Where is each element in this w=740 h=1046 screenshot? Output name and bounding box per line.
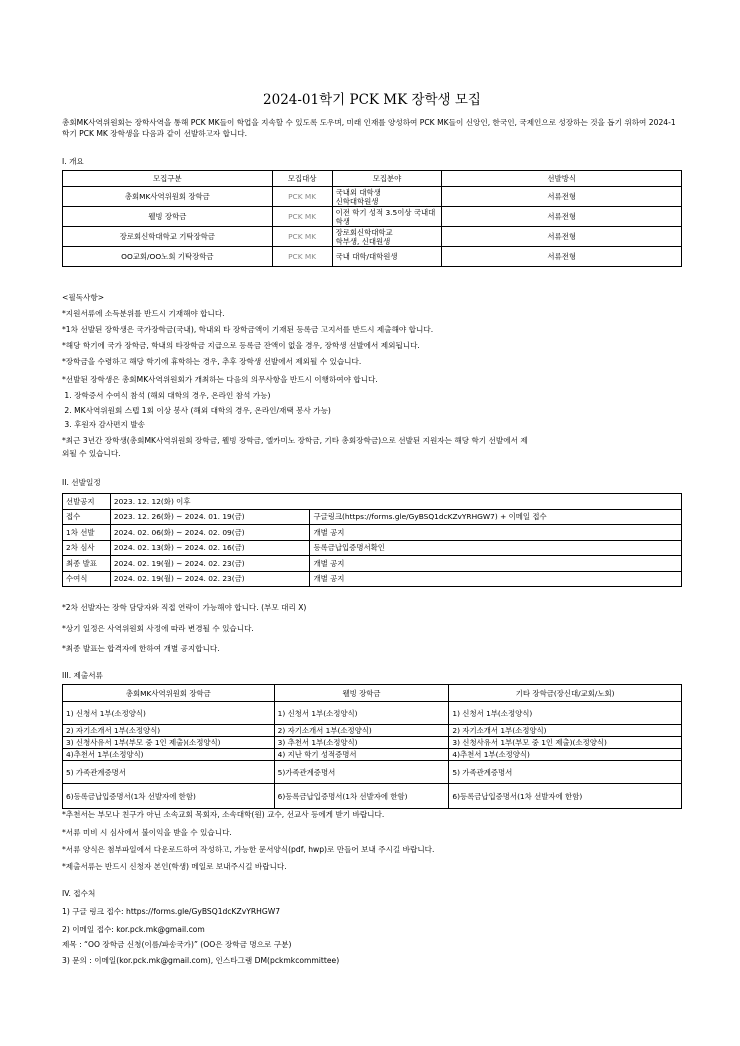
cell: 6)등록금납입증명서(1차 선발자에 한함)	[449, 784, 682, 809]
cell-target: PCK MK	[272, 227, 332, 247]
note-line: *장학금을 수령하고 해당 학기에 휴학하는 경우, 추후 장학생 선발에서 제외될 수 있습니다.	[62, 357, 362, 366]
cell: 5)가족관계증명서	[274, 761, 449, 784]
header-cell: 모집분야	[332, 171, 442, 187]
cell: 5) 가족관계증명서	[63, 761, 275, 784]
cell: 2) 자기소개서 1부(소정양식)	[63, 725, 275, 737]
table-row	[63, 227, 682, 247]
cell-label: 1차 선발	[63, 525, 111, 541]
cell-date: 2024. 02. 06(화) ~ 2024. 02. 09(금)	[110, 525, 310, 541]
header-cell: 웰빙 장학금	[274, 685, 449, 702]
cell-label: 수여식	[63, 571, 111, 587]
cell-method: 서류전형	[442, 207, 682, 227]
cell-method: 서류전형	[442, 247, 682, 267]
table-row	[63, 207, 682, 227]
documents-note: *서류 미비 시 심사에서 불이익을 받을 수 있습니다.	[62, 828, 232, 837]
cell-method: 서류전형	[442, 187, 682, 207]
cell: 4)추천서 1부(소정양식)	[449, 749, 682, 761]
cell: 4)추천서 1부(소정양식)	[63, 749, 275, 761]
cell-field: 국내 대학/대학원생	[332, 247, 442, 267]
note-line: *최근 3년간 장학생(총회MK사역위원회 장학금, 웰빙 장학금, 엘카미노 장학금, 기타 총회장학금)으로 선발된 지원자는 해당 학기 선발에서 제	[62, 436, 528, 445]
table-row	[63, 702, 682, 725]
note-line: 외될 수 있습니다.	[62, 449, 121, 458]
table-row	[63, 525, 682, 541]
cell-target: PCK MK	[272, 187, 332, 207]
cell: 3) 추천서 1부(소정양식)	[274, 737, 449, 749]
cell: 3) 신청사유서 1부(부모 중 1인 제출)(소정양식)	[449, 737, 682, 749]
section-1-heading: I. 개요	[62, 157, 84, 166]
cell: 6)등록금납입증명서(1차 선발자에 한함)	[274, 784, 449, 809]
inquiry-line[interactable]: 3) 문의 : 이메일(kor.pck.mk@gmail.com), 인스타그램 DM(pckmkcommittee)	[62, 956, 340, 965]
cell-label: 선발공지	[63, 494, 111, 510]
cell: 6)등록금납입증명서(1차 선발자에 한함)	[63, 784, 275, 809]
email-line[interactable]: 2) 이메일 접수: kor.pck.mk@gmail.com	[62, 925, 205, 934]
cell-label: 접수	[63, 509, 111, 525]
schedule-note: *2차 선발자는 장학 담당자와 직접 연락이 가능해야 합니다. (부모 대리 X)	[62, 603, 307, 612]
header-cell: 모집대상	[272, 171, 332, 187]
table-row	[63, 509, 682, 525]
cell-note: 개별 공지	[310, 571, 682, 587]
cell-field: 장로회신학대학교 학부생, 신대원생	[332, 227, 442, 247]
section-3-heading: III. 제출서류	[62, 671, 103, 680]
cell-note: 개별 공지	[310, 525, 682, 541]
note-line: *선발된 장학생은 총회MK사역위원회가 개최하는 다음의 의무사항을 반드시 이행하여야 합니다.	[62, 375, 378, 384]
schedule-table	[62, 493, 682, 587]
documents-note: *서류 양식은 첨부파일에서 다운로드하여 작성하고, 가능한 문서양식(pdf, hwp)로 만들어 보내 주시길 바랍니다.	[62, 845, 435, 854]
cell-label: 2차 심사	[63, 540, 111, 556]
cell-name: 웰빙 장학금	[63, 207, 273, 227]
cell-date: 2024. 02. 19(월) ~ 2024. 02. 23(금)	[110, 571, 310, 587]
cell: 1) 신청서 1부(소정양식)	[274, 702, 449, 725]
cell: 2) 자기소개서 1부(소정양식)	[274, 725, 449, 737]
google-link-line[interactable]: 1) 구글 링크 접수: https://forms.gle/GyBSQ1dcKZvYRHGW7	[62, 907, 281, 916]
table-row	[63, 749, 682, 761]
table-row	[63, 725, 682, 737]
cell-note: 개별 공지	[310, 556, 682, 572]
page-title: 2024-01학기 PCK MK 장학생 모집	[263, 92, 481, 108]
table-row	[63, 247, 682, 267]
cell-date: 2023. 12. 12(화) 이후	[110, 494, 681, 510]
cell: 2) 자기소개서 1부(소정양식)	[449, 725, 682, 737]
header-cell: 모집구분	[63, 171, 273, 187]
table-row	[63, 494, 682, 510]
header-cell: 총회MK사역위원회 장학금	[63, 685, 275, 702]
note-line: *해당 학기에 국가 장학금, 학내의 타장학금 지급으로 등록금 잔액이 없을 경우, 장학생 선발에서 제외됩니다.	[62, 341, 420, 350]
note-line: *1차 선발된 장학생은 국가장학금(국내), 학내외 타 장학금액이 기재된 등록금 고지서를 반드시 제출해야 합니다.	[62, 325, 434, 334]
cell: 4) 지난 학기 성적증명서	[274, 749, 449, 761]
documents-table	[62, 684, 682, 809]
header-cell: 선발방식	[442, 171, 682, 187]
cell: 5) 가족관계증명서	[449, 761, 682, 784]
header-cell: 기타 장학금(장신대/교회/노회)	[449, 685, 682, 702]
overview-table	[62, 170, 682, 267]
cell-note: 구글링크(https://forms.gle/GyBSQ1dcKZvYRHGW7) + 이메일 접수	[310, 509, 682, 525]
table-row	[63, 187, 682, 207]
table-header-row	[63, 171, 682, 187]
cell: 3) 신청사유서 1부(부모 중 1인 제출)(소정양식)	[63, 737, 275, 749]
cell-date: 2024. 02. 13(화) ~ 2024. 02. 16(금)	[110, 540, 310, 556]
table-row	[63, 571, 682, 587]
cell: 1) 신청서 1부(소정양식)	[449, 702, 682, 725]
note-line: 1. 장학증서 수여식 참석 (해외 대학의 경우, 온라인 참석 가능)	[62, 391, 271, 400]
cell-name: OO교회/OO노회 기탁장학금	[63, 247, 273, 267]
note-line: 3. 후원자 감사편지 발송	[62, 420, 145, 429]
cell: 1) 신청서 1부(소정양식)	[63, 702, 275, 725]
table-row	[63, 540, 682, 556]
email-subject-line: 제목 : “OO 장학금 신청(이름/파송국가)” (OO은 장학금 명으로 구분)	[62, 940, 292, 949]
section-2-heading: II. 선발일정	[62, 478, 101, 487]
table-header-row	[63, 685, 682, 702]
cell-field: 이전 학기 성적 3.5이상 국내대학생	[332, 207, 442, 227]
cell-name: 총회MK사역위원회 장학금	[63, 187, 273, 207]
notes-heading: <필독사항>	[62, 293, 105, 302]
cell-method: 서류전형	[442, 227, 682, 247]
cell-target: PCK MK	[272, 207, 332, 227]
cell-name: 장로회신학대학교 기탁장학금	[63, 227, 273, 247]
table-row	[63, 556, 682, 572]
table-row	[63, 737, 682, 749]
cell-label: 최종 발표	[63, 556, 111, 572]
cell-date: 2023. 12. 26(화) ~ 2024. 01. 19(금)	[110, 509, 310, 525]
schedule-note: *상기 일정은 사역위원회 사정에 따라 변경될 수 있습니다.	[62, 624, 254, 633]
documents-note: *추천서는 부모나 친구가 아닌 소속교회 목회자, 소속대학(원) 교수, 선교사 등에게 받기 바랍니다.	[62, 810, 385, 819]
schedule-note: *최종 발표는 합격자에 한하여 개별 공지합니다.	[62, 644, 220, 653]
table-row	[63, 761, 682, 784]
table-row	[63, 784, 682, 809]
cell-field: 국내외 대학생 신학대학원생	[332, 187, 442, 207]
cell-date: 2024. 02. 19(월) ~ 2024. 02. 23(금)	[110, 556, 310, 572]
documents-note: *제출서류는 반드시 신청자 본인(학생) 메일로 보내주시길 바랍니다.	[62, 862, 287, 871]
section-4-heading: IV. 접수처	[62, 889, 96, 898]
intro-paragraph: 총회MK사역위원회는 장학사역을 통해 PCK MK들이 학업을 지속할 수 있도록 도우며, 미래 인재를 양성하여 PCK MK들이 신앙인, 한국인, 국제인으로 성장하는 것을 돕기 위하여 2024-1학기 PCK MK 장학생을 다음과 같이 선발하고자 합니다.	[62, 118, 676, 138]
note-line: 2. MK사역위원회 스텝 1회 이상 봉사 (해외 대학의 경우, 온라인/재택 봉사 가능)	[62, 406, 331, 415]
cell-target: PCK MK	[272, 247, 332, 267]
cell-note: 등록금납입증명서확인	[310, 540, 682, 556]
note-line: *지원서류에 소득분위를 반드시 기재해야 합니다.	[62, 309, 225, 318]
